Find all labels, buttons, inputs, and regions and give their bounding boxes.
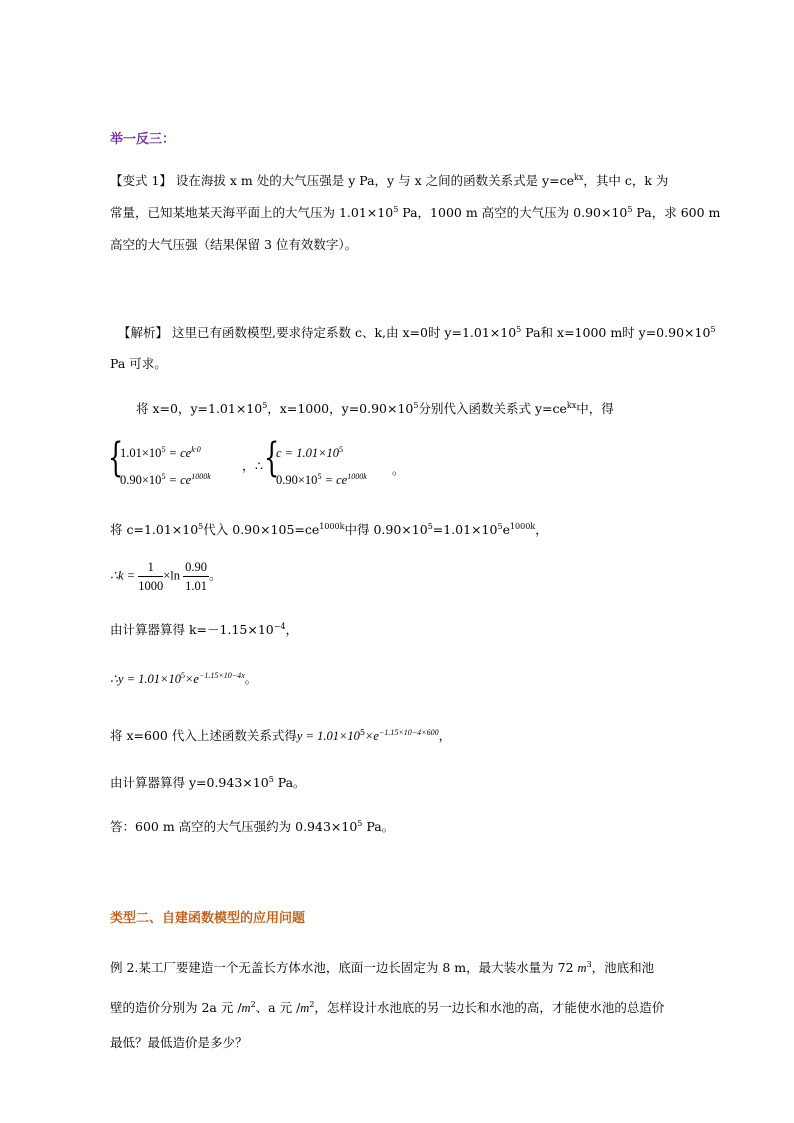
fraction: $\frac{1}{1000}$ (138, 560, 164, 593)
section-heading: 举一反三： (110, 132, 176, 147)
solution-tag: 【解析】 (118, 325, 169, 340)
therefore-symbol: ∴ (255, 458, 263, 473)
problem-line-3: 高空的大气压强（结果保留 3 位有效数字）。 (110, 237, 358, 252)
section-heading: 类型二、自建函数模型的应用问题 (110, 911, 306, 926)
solution-line-3: 将 x=0，$y=1.01\times 10^5$，x=1000，$y=0.90\times 10^5$分别代入函数关系式 $y=ce^{kx}$中，得 (136, 400, 614, 416)
answer-line: 答：600 m 高空的大气压强约为 $0.943\times 10^5$ Pa。 (110, 818, 395, 834)
left-brace: { (108, 435, 124, 481)
solution-line-9: 将 x=600 代入上述函数关系式得$y = 1.01\times 10^5\times e^{-1.15\times 10-4\times 600}$， (110, 727, 452, 743)
system1-eq2: $0.90\times 10^5 = ce^{1000k}$ (120, 471, 211, 487)
problem-line-1: 【变式 1】 设在海拔 x m 处的大气压强是 y Pa，y 与 x 之间的函数关系式是 $y=ce^{kx}$，其中 c，k 为 (110, 172, 669, 188)
k-formula: ∴k = $\frac{1}{1000}$ ×ln $\frac{0.90}{1.01}$ 。 (110, 560, 222, 593)
example-line-3: 最低？最低造价是多少？ (110, 1035, 248, 1050)
example-line-2: 壁的造价分别为 2a 元 $/m^2$、a 元 $/m^2$，怎样设计水池底的另一边长和水池的高，才能使水池的总造价 (110, 999, 665, 1015)
system1-eq1: $1.01\times 10^5 = ce^{k\cdot 0}$ (120, 444, 201, 460)
solution-line-1: 【解析】 这里已有函数模型,要求待定系数 c、k,由 x=0时 $y=1.01\times 10^5$ Pa和 x=1000 m时 $y=0.90\times 10^5$ (118, 324, 716, 340)
solution-line-10: 由计算器算得 $y=0.943\times 10^5$ Pa。 (110, 774, 306, 790)
left-brace: { (264, 435, 280, 481)
period: 。 (392, 462, 405, 477)
solution-line-5: 将 $c=1.01\times 10^5$代入 $0.90\times 105=ce^{1000k}$中得 $0.90\times 10^5=1.01\times 10^5e^{1000k}$， (110, 521, 548, 537)
system2-eq1: $c = 1.01\times 10^5$ (276, 444, 344, 460)
y-formula: ∴y = $1.01\times 10^5\times e^{-1.15\times 10-4x}$。 (110, 670, 258, 686)
solution-line-2: Pa 可求。 (110, 356, 167, 371)
system2-eq2: $0.90\times 10^5 = ce^{1000k}$ (276, 471, 367, 487)
problem-line-2: 常量，已知某地某天海平面上的大气压为 $1.01\times 10^5$ Pa，1000 m 高空的大气压为 $0.90\times 10^5$ Pa，求 600 m (110, 204, 721, 220)
comma: ， (242, 458, 255, 473)
solution-line-7: 由计算器算得 $k=-1.15\times 10^{-4}$， (110, 621, 299, 637)
variant-tag: 【变式 1】 (110, 173, 172, 188)
fraction: $\frac{0.90}{1.01}$ (185, 560, 207, 593)
example-line-1: 例 2.某工厂要建造一个无盖长方体水池，底面一边长固定为 8 m，最大装水量为 72 $m^3$，池底和池 (110, 959, 655, 975)
